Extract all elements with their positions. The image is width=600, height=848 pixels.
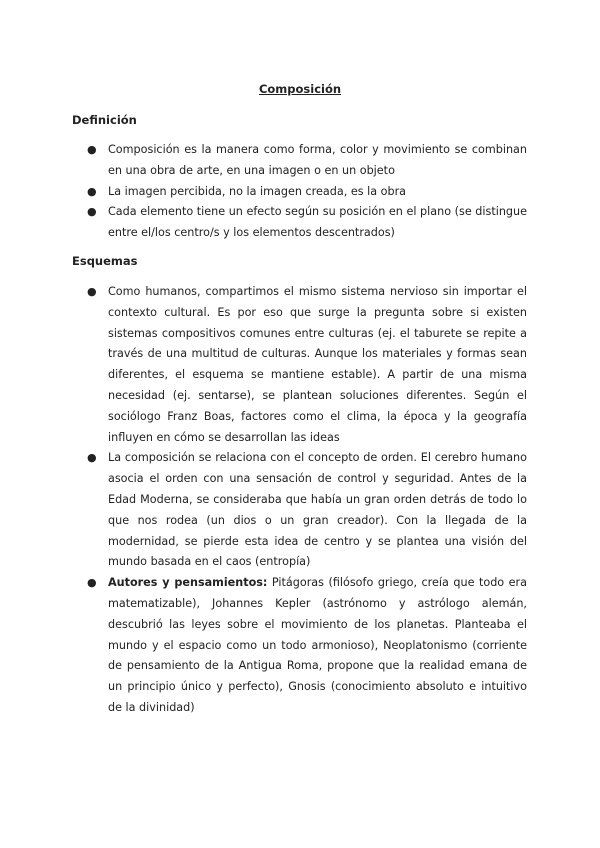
bullet-icon: ● — [87, 205, 97, 219]
definicion-list — [87, 140, 527, 244]
bullet-icon: ● — [87, 576, 97, 590]
page-title: Composición — [258, 82, 342, 96]
bullet-icon: ● — [87, 143, 97, 156]
list-item — [87, 448, 527, 573]
list-item — [87, 202, 527, 244]
section-heading-definicion: Definición — [72, 113, 137, 127]
item-text: Cada elemento tiene un efecto según su posición en el plano (se distingue entre el/los centro/s y los elementos descentrados) — [108, 205, 527, 240]
item-text: La composición se relaciona con el concepto de orden. El cerebro humano asocia el orden con una sensación de control y seguridad. Antes de la Edad Moderna, se consideraba que había un gran orden detrás de todo lo que nos rodea (un dios o un gran creador). Con la llegada de la modernidad, se pierde esta idea de centro y se plantea una visión del mundo basada en el caos (entropía) — [108, 451, 527, 569]
item-text: Como humanos, compartimos el mismo sistema nervioso sin importar el contexto cultural. Es por eso que surge la pregunta sobre si existen sistemas compositivos comunes entre culturas (ej. el taburete se repite a través de una multitud de culturas. Aunque los materiales y formas sean diferentes, el esquema se mantiene estable). A partir de una misma necesidad (ej. sentarse), se plantean soluciones diferentes. Según el sociólogo Franz Boas, factores como el clima, la época y la geografía influyen en cómo se desarrollan las ideas — [108, 285, 527, 444]
bullet-icon: ● — [87, 451, 97, 465]
list-item — [87, 282, 527, 448]
item-text: Composición es la manera como forma, color y movimiento se combinan en una obra de arte, en una imagen o en un objeto — [108, 143, 527, 177]
section-heading-esquemas: Esquemas — [72, 254, 138, 268]
esquemas-list — [87, 282, 527, 719]
item-text: La imagen percibida, no la imagen creada, es la obra — [108, 184, 407, 198]
bullet-icon: ● — [87, 184, 97, 198]
bullet-icon: ● — [87, 285, 97, 298]
list-item — [87, 573, 527, 719]
list-item — [87, 182, 527, 203]
item-lead: Autores y pensamientos: — [108, 576, 268, 590]
list-item — [87, 140, 527, 182]
item-text: Pitágoras (filósofo griego, creía que todo era matematizable), Johannes Kepler (astrónomo y astrólogo alemán, descubrió las leyes sobre el movimiento de los planetas. Planteaba el mundo y el espacio como un todo armonioso), Neoplatonismo (corriente de pensamiento de la Antigua Roma, propone que la realidad emana de un principio único y perfecto), Gnosis (conocimiento absoluto e intuitivo de la divinidad) — [108, 576, 527, 714]
